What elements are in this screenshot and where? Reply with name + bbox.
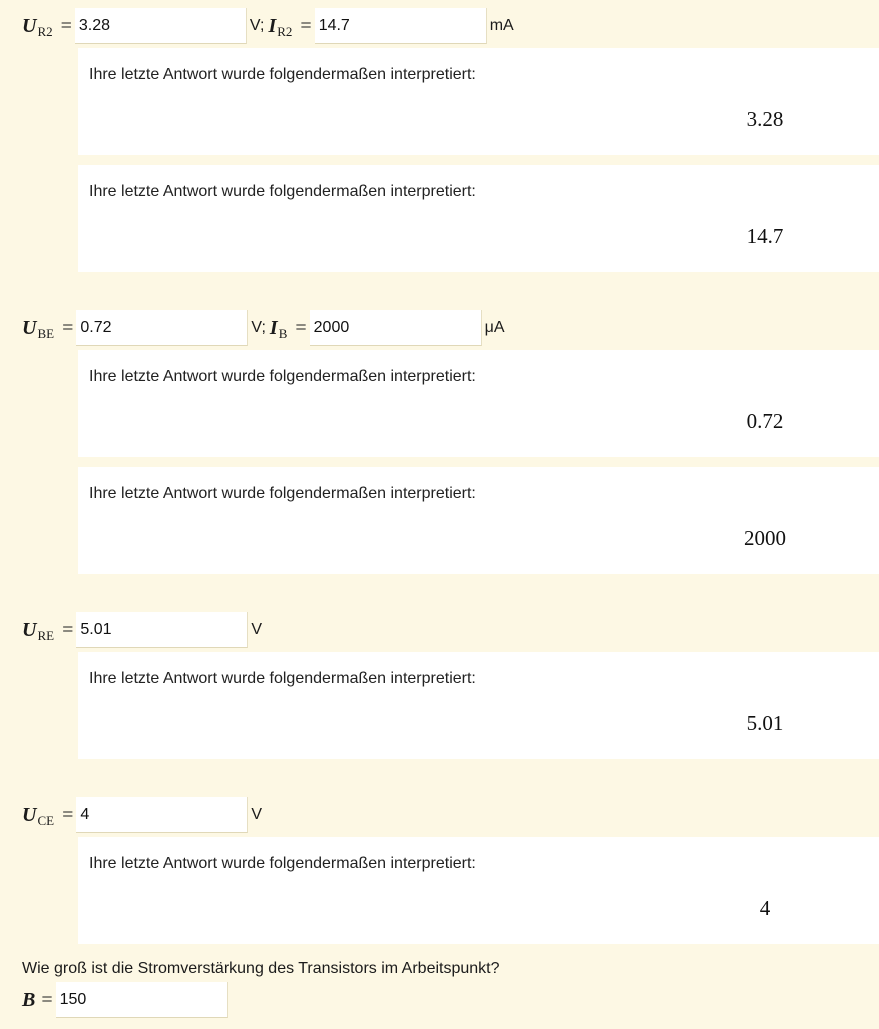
uce-input[interactable] <box>76 797 248 833</box>
interpreted-value: 14.7 <box>746 224 784 248</box>
b-input[interactable] <box>56 982 228 1018</box>
label-u-be: U BE = <box>22 316 74 341</box>
ir2-input[interactable] <box>315 8 487 44</box>
ib-input[interactable] <box>310 310 482 346</box>
feedback-box-uce <box>78 837 879 944</box>
unit-v: V <box>251 621 263 638</box>
ur2-input[interactable] <box>75 8 247 44</box>
label-u-re: U RE = <box>22 618 74 643</box>
feedback-text: Ihre letzte Antwort wurde folgendermaßen interpretiert: <box>89 368 476 385</box>
label-u-ce: U CE = <box>22 803 74 828</box>
feedback-box-ur2 <box>78 48 879 155</box>
ube-input[interactable] <box>76 310 248 346</box>
feedback-text: Ihre letzte Antwort wurde folgendermaßen interpretiert: <box>89 670 476 687</box>
feedback-box-ure <box>78 652 879 759</box>
interpreted-value: 2000 <box>744 526 786 550</box>
feedback-text: Ihre letzte Antwort wurde folgendermaßen interpretiert: <box>89 66 476 83</box>
unit-v: V <box>251 806 263 823</box>
feedback-text: Ihre letzte Antwort wurde folgendermaßen interpretiert: <box>89 485 476 502</box>
label-i-r2: I R2 = <box>268 14 312 39</box>
unit-ua: μA <box>484 319 505 336</box>
feedback-box-ube <box>78 350 879 457</box>
input-row-uce <box>0 795 262 835</box>
label-b: B = <box>22 988 53 1011</box>
feedback-box-ib <box>78 467 879 574</box>
feedback-text: Ihre letzte Antwort wurde folgendermaßen interpretiert: <box>89 183 476 200</box>
input-row-b <box>0 980 228 1020</box>
feedback-box-ir2 <box>78 165 879 272</box>
ure-input[interactable] <box>76 612 248 648</box>
interpreted-value: 3.28 <box>746 107 784 131</box>
label-u-r2: U R2 = <box>22 14 72 39</box>
input-row-ur2-ir2 <box>0 6 514 46</box>
question-text: Wie groß ist die Stromverstärkung des Transistors im Arbeitspunkt? <box>22 960 500 977</box>
unit-v: V; <box>249 17 265 34</box>
feedback-text: Ihre letzte Antwort wurde folgendermaßen interpretiert: <box>89 855 476 872</box>
unit-v: V; <box>251 319 266 336</box>
interpreted-value: 5.01 <box>746 711 784 735</box>
interpreted-value: 0.72 <box>746 409 784 433</box>
interpreted-value: 4 <box>759 896 771 920</box>
input-row-ure <box>0 610 262 650</box>
input-row-ube-ib <box>0 308 505 348</box>
unit-ma: mA <box>489 17 514 34</box>
label-i-b: I B = <box>269 316 307 341</box>
